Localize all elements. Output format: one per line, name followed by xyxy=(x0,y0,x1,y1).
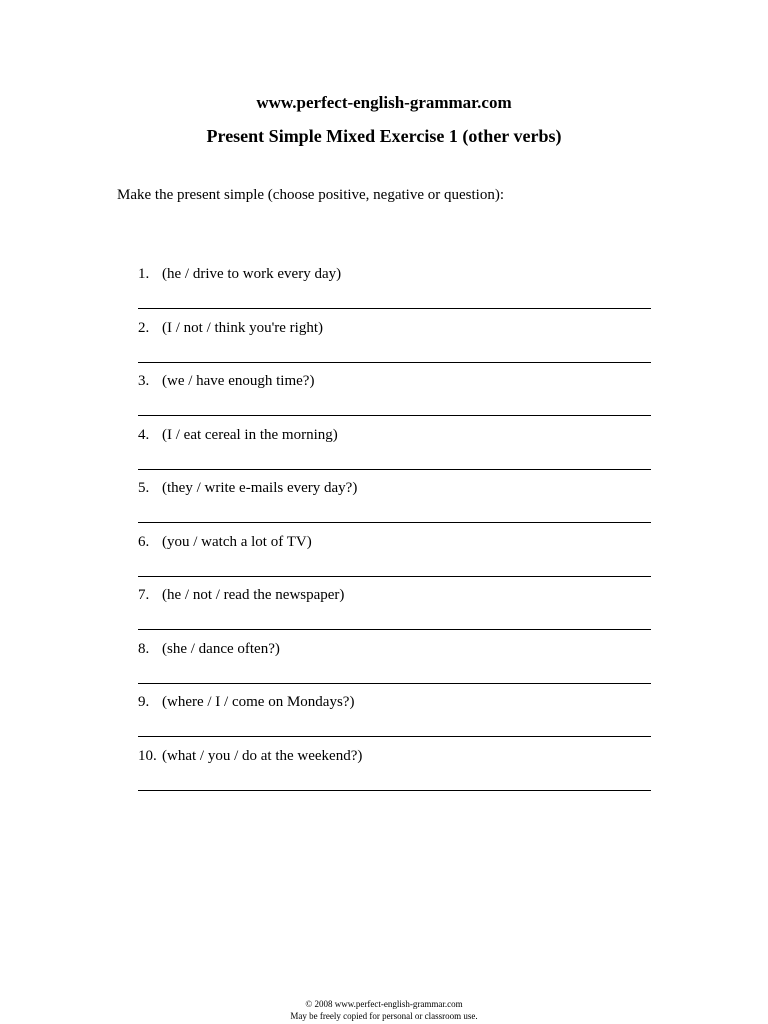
question-prompt: (they / write e-mails every day?) xyxy=(162,480,358,496)
question-prompt: (I / not / think you're right) xyxy=(162,319,324,336)
question-number: 9. xyxy=(138,694,150,710)
answer-line xyxy=(138,308,651,309)
question-item xyxy=(138,371,651,425)
answer-line xyxy=(138,522,651,523)
question-prompt: (she / dance often?) xyxy=(162,640,280,657)
answer-line xyxy=(138,736,651,737)
question-item xyxy=(138,264,651,318)
answer-line xyxy=(138,415,651,416)
question-item xyxy=(138,746,651,800)
question-number: 1. xyxy=(138,266,150,282)
answer-line xyxy=(138,790,651,791)
answer-line xyxy=(138,576,651,577)
question-prompt: (I / eat cereal in the morning) xyxy=(162,426,338,443)
question-prompt: (you / watch a lot of TV) xyxy=(162,533,312,550)
question-item xyxy=(138,318,651,372)
instruction-text: Make the present simple (choose positive, negative or question): xyxy=(117,187,504,203)
question-item xyxy=(138,532,651,586)
question-number: 10. xyxy=(138,747,157,764)
site-url: www.perfect-english-grammar.com xyxy=(256,93,512,112)
question-number: 8. xyxy=(138,640,150,657)
question-number: 7. xyxy=(138,587,150,603)
question-number: 4. xyxy=(138,426,150,443)
copyright-notice: © 2008 www.perfect-english-grammar.com xyxy=(305,999,463,1009)
answer-line xyxy=(138,362,651,363)
question-number: 6. xyxy=(138,533,150,550)
exercise-title: Present Simple Mixed Exercise 1 (other verbs) xyxy=(206,126,562,146)
page-footer xyxy=(0,998,768,1022)
question-list xyxy=(138,264,651,799)
question-item xyxy=(138,692,651,746)
answer-line xyxy=(138,629,651,630)
answer-line xyxy=(138,469,651,470)
question-prompt: (he / drive to work every day) xyxy=(162,266,342,282)
question-item xyxy=(138,585,651,639)
question-prompt: (we / have enough time?) xyxy=(162,373,315,389)
question-prompt: (what / you / do at the weekend?) xyxy=(162,747,363,764)
question-item xyxy=(138,425,651,479)
question-number: 3. xyxy=(138,373,150,389)
question-item xyxy=(138,639,651,693)
question-prompt: (he / not / read the newspaper) xyxy=(162,587,345,603)
question-prompt: (where / I / come on Mondays?) xyxy=(162,694,355,710)
question-number: 5. xyxy=(138,480,150,496)
question-item xyxy=(138,478,651,532)
answer-line xyxy=(138,683,651,684)
question-number: 2. xyxy=(138,319,150,336)
license-notice: May be freely copied for personal or classroom use. xyxy=(290,1011,478,1021)
